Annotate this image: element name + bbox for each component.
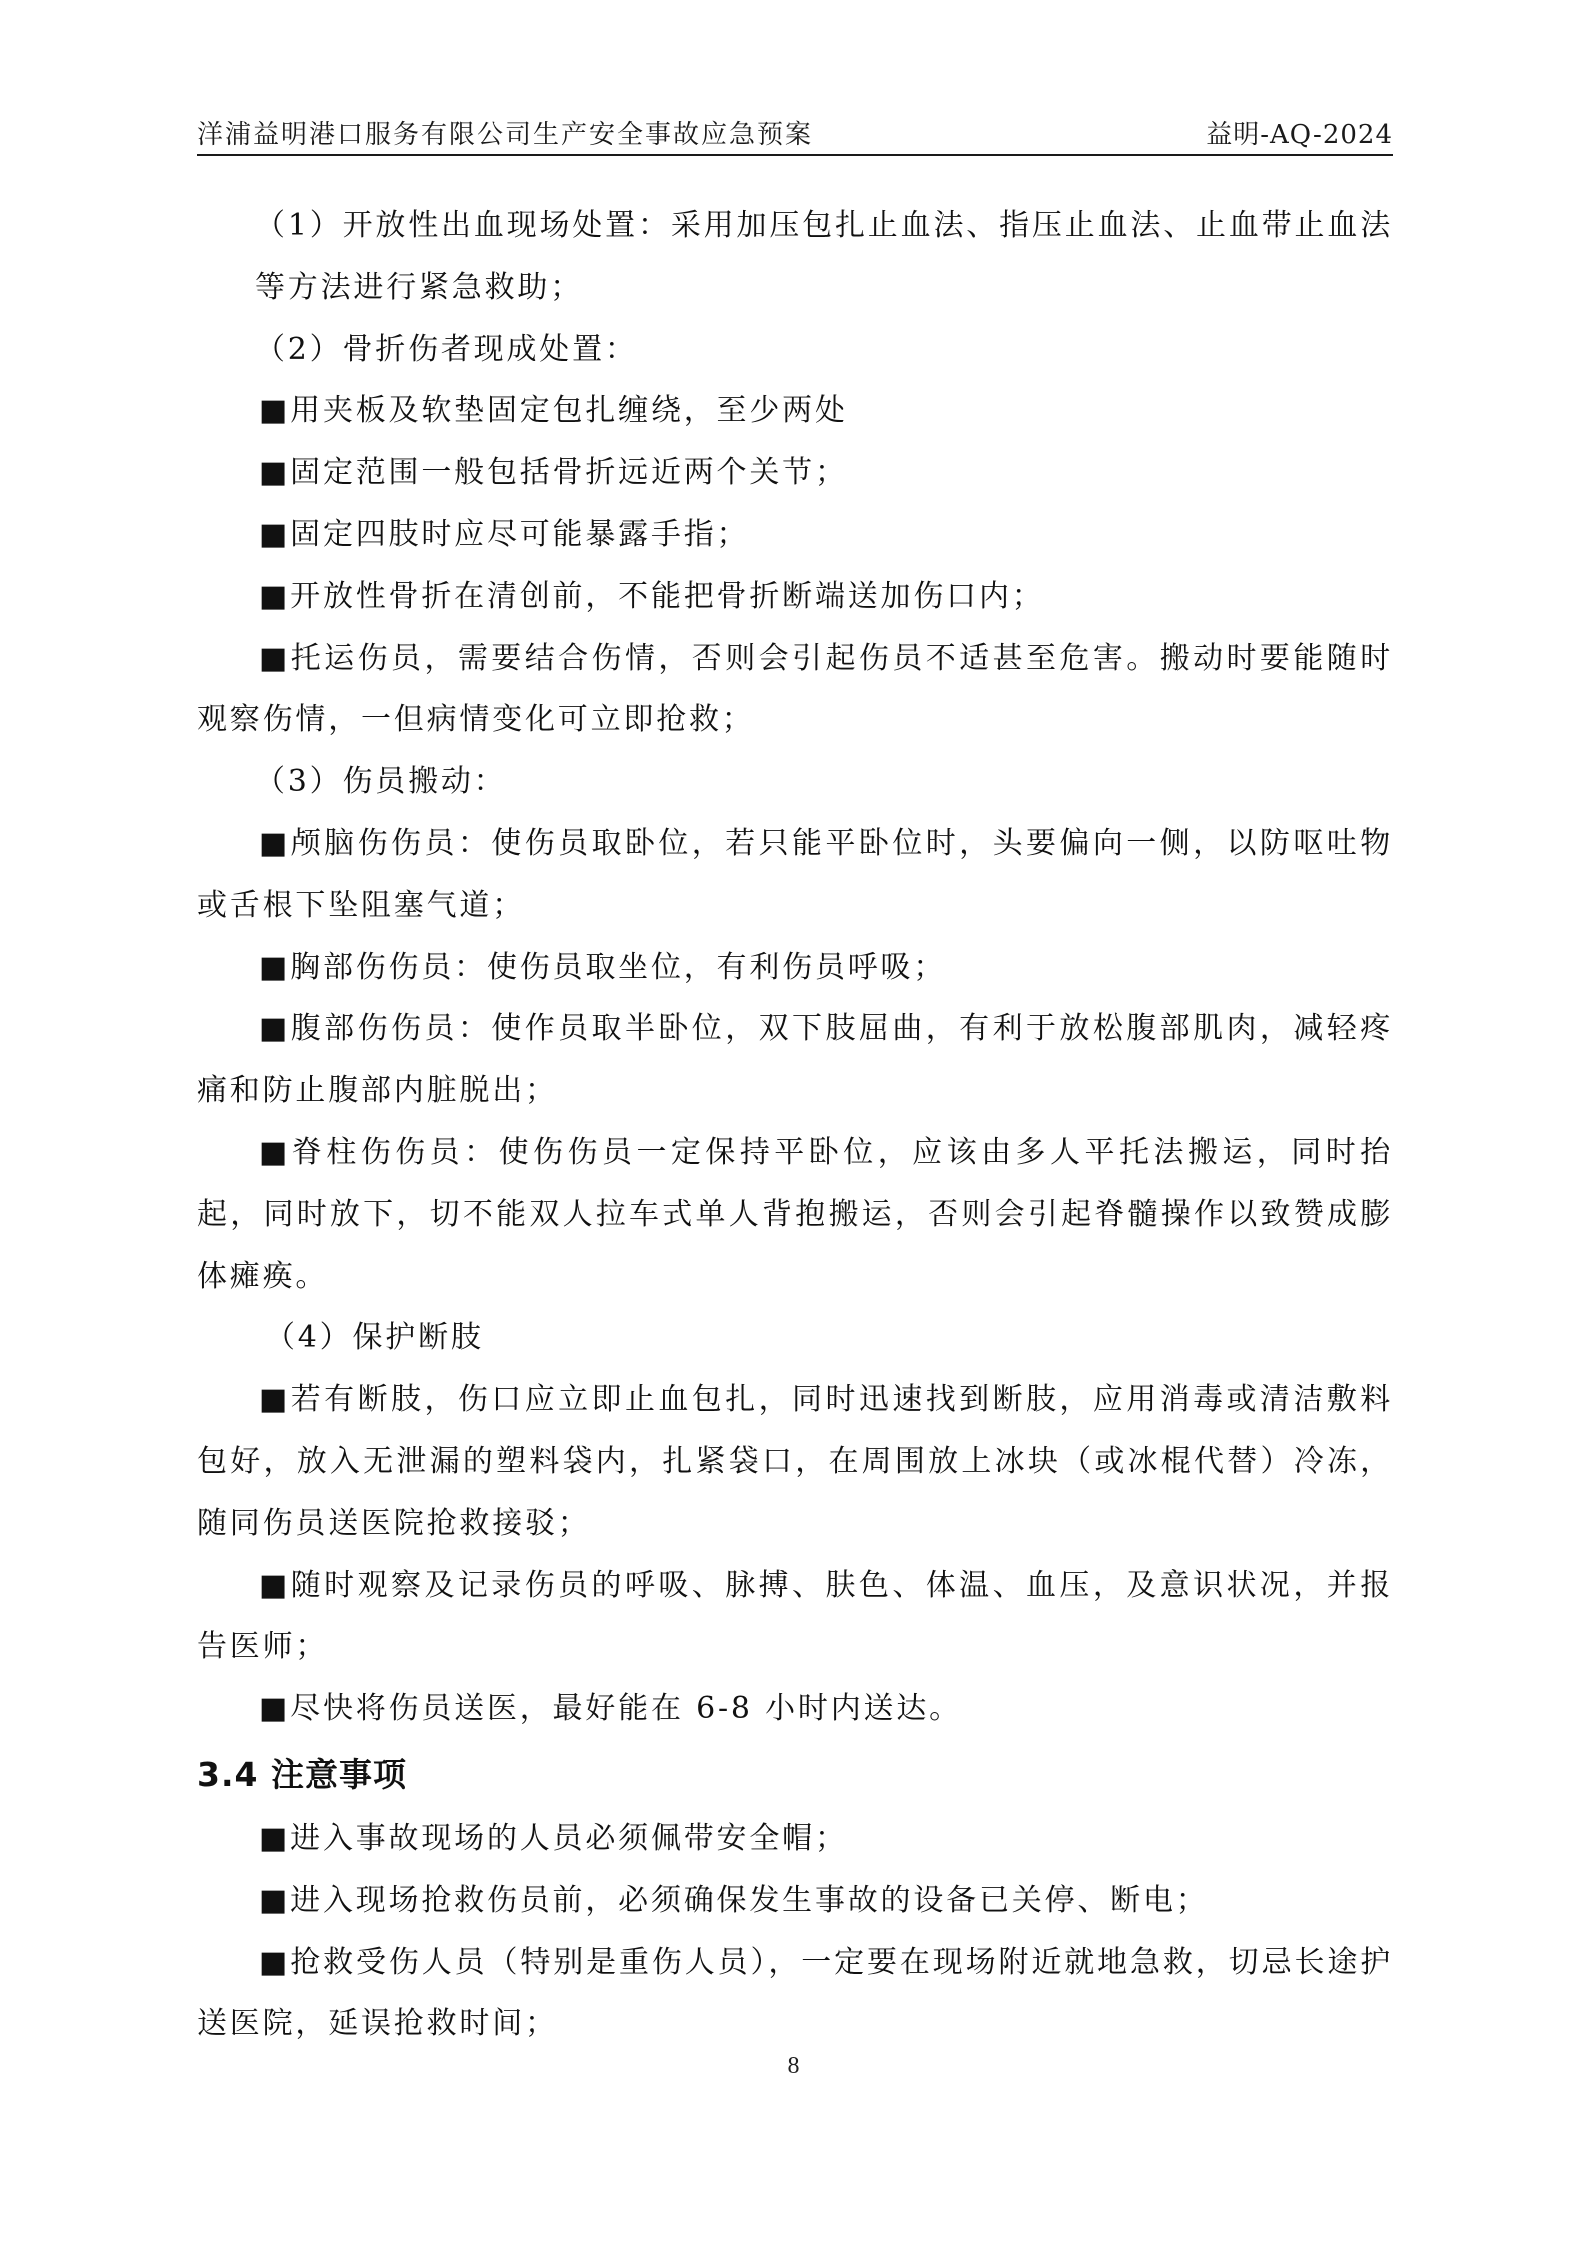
paragraph-open-bleeding: （1）开放性出血现场处置：采用加压包扎止血法、指压止血法、止血带止血法等方法进行紧急救助； — [255, 208, 1393, 305]
list-item: ■进入事故现场的人员必须佩带安全帽； — [259, 1820, 848, 1856]
list-item: ■腹部伤伤员：使作员取半卧位，双下肢屈曲，有利于放松腹部肌肉，减轻疼痛和防止腹部内脏脱出； — [197, 1011, 1393, 1109]
paragraph-carry-heading: （3）伤员搬动： — [255, 764, 507, 800]
list-item: ■若有断肢，伤口应立即止血包扎，同时迅速找到断肢，应用消毒或清洁敷料包好，放入无泄漏的塑料袋内，扎紧袋口，在周围放上冰块（或冰棍代替）冷冻，随同伤员送医院抢救接驳； — [197, 1382, 1393, 1541]
paragraph-fracture-heading: （2）骨折伤者现成处置： — [255, 331, 638, 367]
document-code: 益明-AQ-2024 — [1206, 120, 1393, 150]
list-item: ■进入现场抢救伤员前，必须确保发生事故的设备已关停、断电； — [259, 1882, 1209, 1918]
list-item: ■开放性骨折在清创前，不能把骨折断端送加伤口内； — [259, 578, 1045, 614]
header-title: 洋浦益明港口服务有限公司生产安全事故应急预案 — [197, 120, 814, 150]
list-item: ■托运伤员，需要结合伤情，否则会引起伤员不适甚至危害。搬动时要能随时观察伤情，一但病情变化可立即抢救； — [197, 640, 1393, 738]
list-item: ■抢救受伤人员（特别是重伤人员），一定要在现场附近就地急救，切忌长途护送医院，延误抢救时间； — [197, 1944, 1393, 2042]
list-item: ■胸部伤伤员：使伤员取坐位，有利伤员呼吸； — [259, 949, 947, 985]
section-heading: 3.4 注意事项 — [197, 1754, 407, 1794]
list-item: ■用夹板及软垫固定包扎缠绕，至少两处 — [259, 393, 848, 429]
list-item: ■固定范围一般包括骨折远近两个关节； — [259, 455, 848, 491]
list-item: ■脊柱伤伤员：使伤伤员一定保持平卧位，应该由多人平托法搬运，同时抬起，同时放下，切不能双人拉车式单人背抱搬运，否则会引起脊髓操作以致赞成膨体瘫痪。 — [197, 1134, 1393, 1294]
page-number: 8 — [787, 2053, 800, 2079]
body-text — [197, 195, 1393, 2055]
list-item: ■固定四肢时应尽可能暴露手指； — [259, 516, 750, 552]
paragraph-limb-heading: （4）保护断肢 — [265, 1320, 484, 1356]
list-item: ■颅脑伤伤员：使伤员取卧位，若只能平卧位时，头要偏向一侧，以防呕吐物或舌根下坠阻塞气道； — [197, 825, 1393, 923]
list-item: ■尽快将伤员送医，最好能在 6-8 小时内送达。 — [259, 1691, 962, 1727]
page-header — [197, 110, 1393, 156]
list-item: ■随时观察及记录伤员的呼吸、脉搏、肤色、体温、血压，及意识状况，并报告医师； — [197, 1567, 1393, 1665]
